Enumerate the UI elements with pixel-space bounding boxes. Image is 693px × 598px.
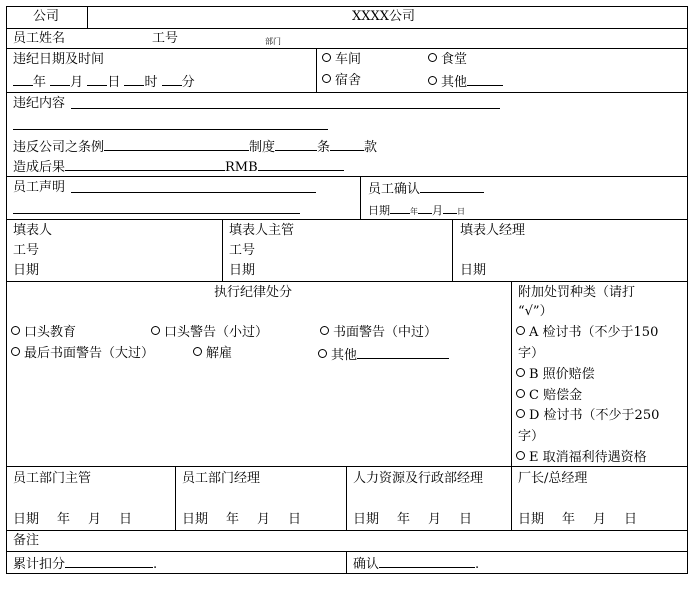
- violation-content-line-2[interactable]: [13, 117, 328, 130]
- month-unit: 月: [70, 75, 84, 90]
- hr-manager-label: 人力资源及行政部经理: [353, 471, 484, 486]
- col-line: [360, 176, 361, 219]
- row-line: [6, 530, 688, 531]
- points-label: 累计扣分: [13, 557, 66, 572]
- filler-date-label: 日期: [13, 263, 40, 278]
- penalty-option-a-label: A 检讨书（不少于150: [529, 325, 659, 340]
- border-top: [6, 6, 688, 7]
- regulation-article: 条: [317, 140, 331, 155]
- radio-icon[interactable]: [428, 53, 437, 62]
- hour-blank[interactable]: [124, 73, 144, 86]
- discipline-option-label: 书面警告（中过）: [333, 325, 438, 340]
- manager-date-label: 日期: [460, 263, 487, 278]
- penalty-option-a-cont: 字）: [518, 346, 545, 361]
- consequence-unit: RMB: [225, 160, 258, 175]
- violation-datetime-fill[interactable]: [13, 73, 195, 91]
- approval-date: [182, 512, 301, 528]
- date-label: 日期: [353, 512, 380, 527]
- col-line: [87, 6, 88, 28]
- discipline-option[interactable]: [11, 346, 154, 362]
- year-unit: 年: [33, 75, 47, 90]
- col-line: [452, 219, 453, 281]
- day-unit: 日: [624, 512, 638, 527]
- radio-icon[interactable]: [151, 326, 160, 335]
- supervisor-id-label: 工号: [229, 243, 256, 258]
- penalty-option-b[interactable]: [516, 367, 595, 383]
- radio-icon[interactable]: [318, 349, 327, 358]
- supervisor-date-label: 日期: [229, 263, 256, 278]
- approval-date: [13, 512, 132, 528]
- year-unit: 年: [410, 207, 418, 216]
- filler-label: 填表人: [13, 223, 53, 238]
- radio-icon[interactable]: [322, 74, 331, 83]
- employee-name-label: 员工姓名: [13, 31, 66, 46]
- month-unit: 月: [432, 204, 443, 217]
- discipline-option[interactable]: [151, 325, 268, 341]
- confirm-line: [353, 555, 479, 573]
- location-canteen-label: 食堂: [441, 52, 468, 67]
- month-unit: 月: [593, 512, 607, 527]
- border-bottom: [6, 573, 688, 574]
- penalty-option-e-label: E 取消福利待遇资格: [529, 450, 647, 465]
- other-blank[interactable]: [357, 346, 449, 359]
- day-unit: 日: [288, 512, 302, 527]
- day-unit: 日: [119, 512, 133, 527]
- amount-blank[interactable]: [258, 158, 344, 171]
- row-line: [6, 28, 688, 29]
- penalty-option-d-label: D 检讨书（不少于250: [529, 408, 660, 423]
- discipline-option[interactable]: [318, 346, 449, 364]
- year-unit: 年: [57, 512, 71, 527]
- location-dorm-label: 宿舍: [335, 73, 362, 88]
- discipline-option-label: 其他: [331, 348, 358, 363]
- approval-date: [518, 512, 637, 528]
- row-line: [6, 551, 688, 552]
- radio-icon[interactable]: [11, 347, 20, 356]
- violation-content-line-1[interactable]: [71, 96, 500, 109]
- regulation-prefix: 违反公司之条例: [13, 140, 105, 155]
- statement-line-2[interactable]: [13, 201, 300, 214]
- radio-icon[interactable]: [11, 326, 20, 335]
- col-line: [222, 219, 223, 281]
- penalty-option-d-cont: 字）: [518, 429, 545, 444]
- location-canteen-option[interactable]: [428, 52, 467, 68]
- statement-date-line: [368, 201, 465, 220]
- year-blank[interactable]: [390, 201, 410, 214]
- penalty-option-d[interactable]: [516, 408, 659, 424]
- points-line: [13, 555, 157, 573]
- company-name: XXXX公司: [352, 9, 416, 24]
- consequence-blank[interactable]: [65, 158, 225, 171]
- border-right: [687, 6, 688, 574]
- penalty-option-b-label: B 照价赔偿: [529, 367, 595, 382]
- col-line: [511, 466, 512, 530]
- clause-blank[interactable]: [330, 138, 364, 151]
- year-unit: 年: [562, 512, 576, 527]
- year-unit: 年: [226, 512, 240, 527]
- month-blank[interactable]: [418, 201, 432, 214]
- gm-label: 厂长/总经理: [518, 471, 588, 486]
- hour-unit: 时: [144, 75, 158, 90]
- penalty-option-c-label: C 赔偿金: [529, 388, 583, 403]
- radio-icon[interactable]: [516, 389, 525, 398]
- col-line: [346, 466, 347, 530]
- violation-datetime-label: 违纪日期及时间: [13, 52, 105, 67]
- points-blank[interactable]: [65, 555, 153, 568]
- confirm-period: .: [475, 557, 480, 572]
- regulation-clause: 款: [364, 140, 378, 155]
- discipline-option-label: 口头教育: [24, 325, 77, 340]
- penalty-option-c[interactable]: [516, 388, 582, 404]
- date-label: 日期: [13, 512, 40, 527]
- month-unit: 月: [428, 512, 442, 527]
- row-line: [6, 281, 688, 282]
- department-label: 部门: [265, 37, 281, 46]
- year-blank[interactable]: [13, 73, 33, 86]
- location-workshop-option[interactable]: [322, 52, 361, 68]
- dept-manager-label: 员工部门经理: [182, 471, 261, 486]
- row-line: [6, 92, 688, 93]
- penalty-option-a[interactable]: [516, 325, 658, 341]
- date-label: 日期: [368, 204, 390, 217]
- employee-statement-label: 员工声明: [13, 180, 66, 195]
- day-unit: 日: [107, 75, 121, 90]
- radio-icon[interactable]: [516, 451, 525, 460]
- statement-line-1[interactable]: [71, 180, 316, 193]
- radio-icon[interactable]: [322, 53, 331, 62]
- article-blank[interactable]: [275, 138, 317, 151]
- location-dorm-option[interactable]: [322, 73, 361, 89]
- discipline-option[interactable]: [320, 325, 437, 341]
- radio-icon[interactable]: [193, 347, 202, 356]
- minute-blank[interactable]: [162, 73, 182, 86]
- row-line: [6, 176, 688, 177]
- employee-id-label: 工号: [152, 31, 179, 46]
- dept-supervisor-label: 员工部门主管: [13, 471, 92, 486]
- location-other-option[interactable]: [428, 73, 503, 91]
- approval-date: [353, 512, 472, 528]
- employee-confirm-line: [368, 180, 484, 198]
- discipline-option[interactable]: [193, 346, 232, 362]
- date-label: 日期: [518, 512, 545, 527]
- day-blank[interactable]: [443, 201, 457, 214]
- col-line: [511, 281, 512, 466]
- radio-icon[interactable]: [428, 76, 437, 85]
- col-line: [316, 48, 317, 92]
- filler-manager-label: 填表人经理: [460, 223, 526, 238]
- minute-unit: 分: [181, 75, 195, 90]
- location-workshop-label: 车间: [335, 52, 362, 67]
- day-unit: 日: [459, 512, 473, 527]
- discipline-option-label: 口头警告（小过）: [164, 325, 269, 340]
- violation-content-label: 违纪内容: [13, 96, 66, 111]
- radio-icon[interactable]: [516, 409, 525, 418]
- radio-icon[interactable]: [516, 368, 525, 377]
- col-line: [175, 466, 176, 530]
- confirm-blank[interactable]: [420, 180, 484, 193]
- filler-supervisor-label: 填表人主管: [229, 223, 295, 238]
- month-unit: 月: [257, 512, 271, 527]
- consequence-line: [13, 158, 344, 176]
- filler-id-label: 工号: [13, 243, 40, 258]
- confirm-label: 确认: [353, 557, 380, 572]
- consequence-label: 造成后果: [13, 160, 66, 175]
- discipline-option-label: 最后书面警告（大过）: [24, 346, 155, 361]
- regulation-line: [13, 138, 377, 156]
- month-blank[interactable]: [50, 73, 70, 86]
- penalty-title-line2: “√”）: [518, 304, 553, 319]
- radio-icon[interactable]: [516, 326, 525, 335]
- confirm-blank[interactable]: [379, 555, 475, 568]
- discipline-option[interactable]: [11, 325, 76, 341]
- row-line: [6, 48, 688, 49]
- discipline-title: 执行纪律处分: [214, 285, 293, 300]
- col-line: [346, 551, 347, 573]
- regulation-blank[interactable]: [104, 138, 249, 151]
- points-period: .: [153, 557, 158, 572]
- employee-confirm-label: 员工确认: [368, 182, 421, 197]
- date-label: 日期: [182, 512, 209, 527]
- month-unit: 月: [88, 512, 102, 527]
- day-unit: 日: [457, 207, 465, 216]
- row-line: [6, 466, 688, 467]
- location-other-label: 其他: [441, 75, 468, 90]
- day-blank[interactable]: [87, 73, 107, 86]
- penalty-title-line1: 附加处罚种类（请打: [518, 285, 636, 300]
- year-unit: 年: [397, 512, 411, 527]
- border-left: [6, 6, 7, 574]
- other-blank[interactable]: [467, 73, 503, 86]
- row-line: [6, 219, 688, 220]
- remarks-label: 备注: [13, 533, 40, 548]
- regulation-system: 制度: [249, 140, 276, 155]
- company-label: 公司: [33, 9, 60, 24]
- penalty-option-e[interactable]: [516, 450, 647, 466]
- discipline-option-label: 解雇: [206, 346, 233, 361]
- radio-icon[interactable]: [320, 326, 329, 335]
